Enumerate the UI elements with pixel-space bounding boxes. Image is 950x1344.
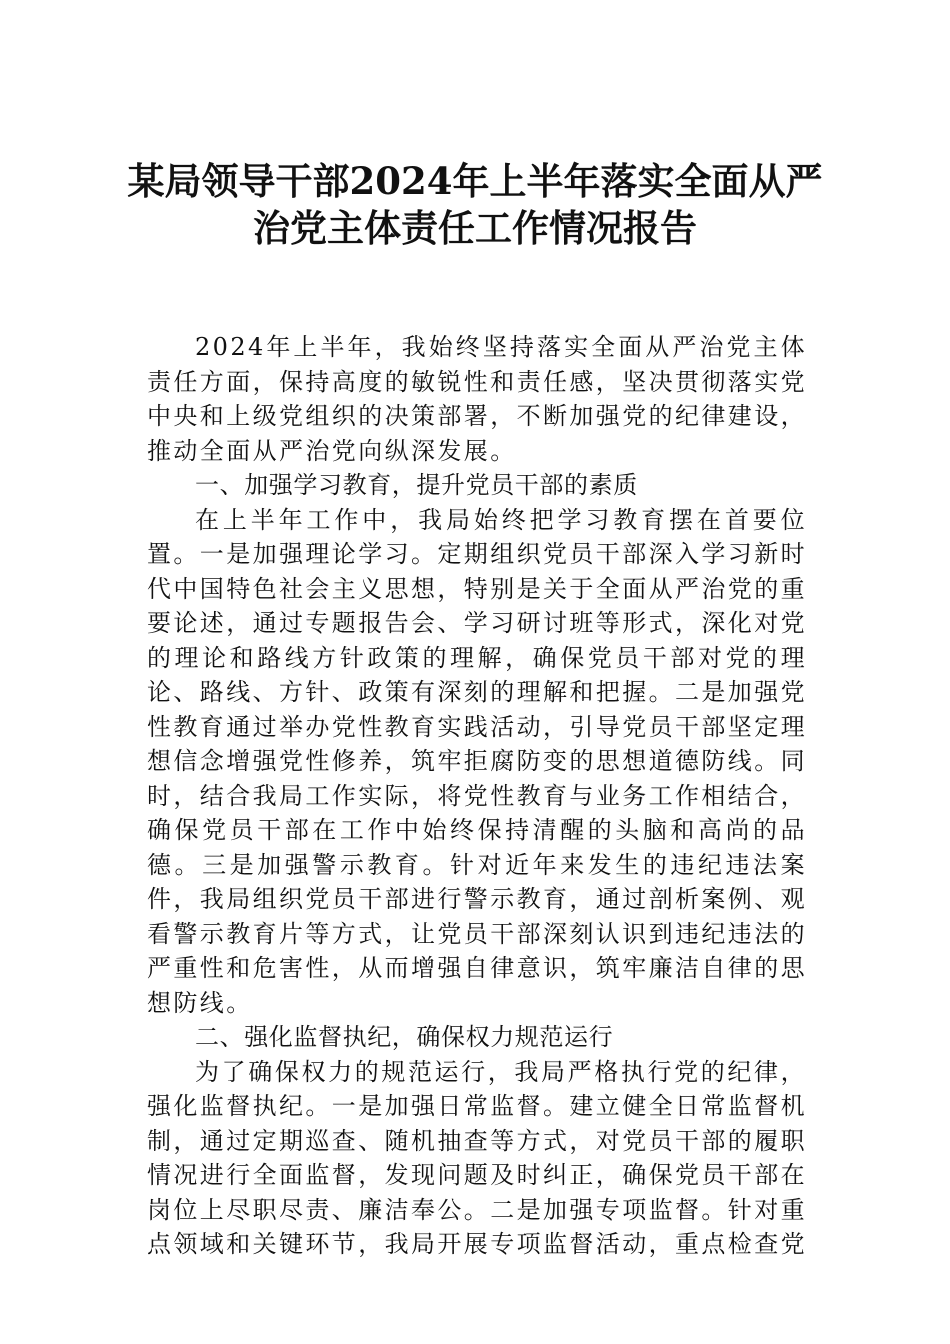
document-body: [147, 330, 807, 1262]
section-heading-2: 二、强化监督执纪，确保权力规范运行: [195, 1023, 614, 1051]
section-paragraph-1: 在上半年工作中，我局始终把学习教育摆在首要位置。一是加强理论学习。定期组织党员干部深入学习新时代中国特色社会主义思想，特别是关于全面从严治党的重要论述，通过专题报告会、学习研讨班等形式，深化对党的理论和路线方针政策的理解，确保党员干部对党的理论、路线、方针、政策有深刻的理解和把握。二是加强党性教育通过举办党性教育实践活动，引导党员干部坚定理想信念增强党性修养，筑牢拒腐防变的思想道德防线。同时，结合我局工作实际，将党性教育与业务工作相结合，确保党员干部在工作中始终保持清醒的头脑和高尚的品德。三是加强警示教育。针对近年来发生的违纪违法案件，我局组织党员干部进行警示教育，通过剖析案例、观看警示教育片等方式，让党员干部深刻认识到违纪违法的严重性和危害性，从而增强自律意识，筑牢廉洁自律的思想防线。: [147, 505, 807, 1017]
document-title-line-2: 治党主体责任工作情况报告: [253, 206, 697, 250]
intro-paragraph: 2024年上半年，我始终坚持落实全面从严治党主体责任方面，保持高度的敏锐性和责任感，坚决贯彻落实党中央和上级党组织的决策部署，不断加强党的纪律建设，推动全面从严治党向纵深发展。: [147, 333, 807, 465]
document-title-line-1: 某局领导干部2024年上半年落实全面从严: [127, 159, 823, 203]
section-heading-1: 一、加强学习教育，提升党员干部的素质: [195, 471, 638, 499]
section-paragraph-2: 为了确保权力的规范运行，我局严格执行党的纪律，强化监督执纪。一是加强日常监督。建立健全日常监督机制，通过定期巡查、随机抽查等方式，对党员干部的履职情况进行全面监督，发现问题及时纠正，确保党员干部在岗位上尽职尽责、廉洁奉公。二是加强专项监督。针对重点领域和关键环节，我局开展专项监督活动，重点检查党: [147, 1057, 807, 1258]
